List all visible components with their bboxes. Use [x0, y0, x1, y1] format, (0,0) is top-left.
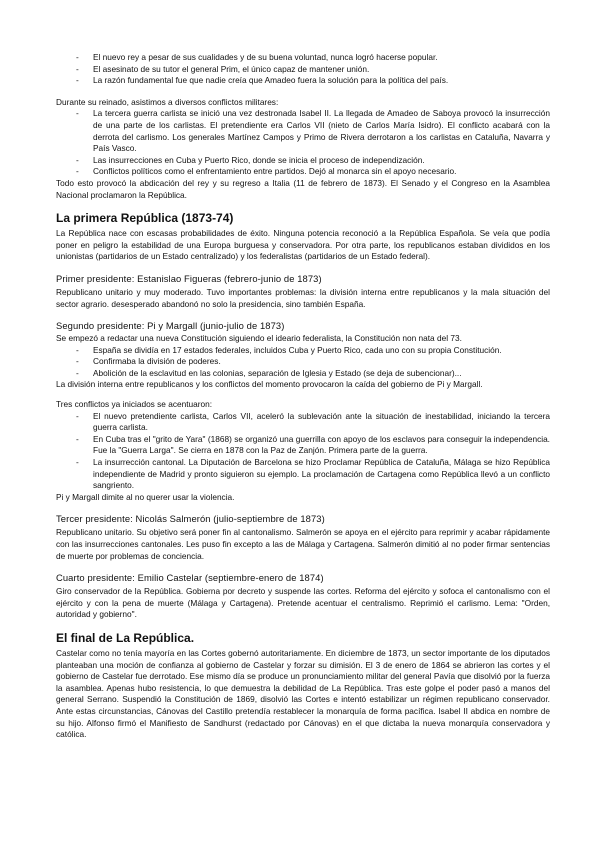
list-item: - Conflictos políticos como el enfrentamiento entre partidos. Dejó al monarca sin el apoyo necesario.: [56, 166, 550, 178]
republic-intro: La República nace con escasas probabilidades de éxito. Ninguna potencia reconoció a la República Española. Se veía que podía poner en peligro la estabilidad de una Europa burguesa y conservadora. Por otra parte, los republicanos estaban divididos en los unionistas (partidarios de un Estado centralizado) y los federalistas (partidarios de un Estado federal).: [56, 228, 550, 262]
castelar-heading: Cuarto presidente: Emilio Castelar (septiembre-enero de 1874): [56, 572, 324, 584]
list-item: - El nuevo rey a pesar de sus cualidades y de su buena voluntad, nunca logró hacerse popular.: [56, 52, 550, 64]
list-item: - Las insurrecciones en Cuba y Puerto Rico, donde se inicia el proceso de independización.: [56, 155, 550, 167]
list-item: - La razón fundamental fue que nadie creía que Amadeo fuera la solución para la política del país.: [56, 75, 550, 87]
pi-margall-fall: La división interna entre republicanos y los conflictos del momento provocaron la caída del gobierno de Pi y Margall.: [56, 379, 483, 390]
salmeron-heading: Tercer presidente: Nicolás Salmerón (julio-septiembre de 1873): [56, 513, 325, 525]
salmeron-text: Republicano unitario. Su objetivo será poner fin al cantonalismo. Salmerón se apoya en el ejército para reprimir y acabar rápidamente con las insurrecciones cantonales. Les puso fin excepto a las de Málaga y Cartagena. Salmerón dimitió al no poder firmar sentencias de muerte por problemas de conciencia.: [56, 527, 550, 561]
list-item: - En Cuba tras el "grito de Yara" (1868) se organizó una guerrilla con apoyo de los esclavos para conseguir la independencia. Fue la "Guerra Larga". Se cierra en 1878 con la Paz de Zanjón. Primera parte de la guerra.: [56, 434, 550, 457]
list-item: - El nuevo pretendiente carlista, Carlos VII, aceleró la sublevación ante la situación de inestabilidad, iniciando la tercera guerra carlista.: [56, 411, 550, 434]
abdication-paragraph: Todo esto provocó la abdicación del rey y su regreso a Italia (11 de febrero de 1873). El Senado y el Congreso en la Asamblea Nacional proclamaron la República.: [56, 177, 550, 200]
list-item: - Abolición de la esclavitud en las colonias, separación de Iglesia y Estado (se deja de subencionar)...: [56, 368, 550, 380]
republic-heading: La primera República (1873-74): [56, 211, 234, 226]
figueras-text: Republicano unitario y muy moderado. Tuvo importantes problemas: la división interna entre republicanos y la mala situación del sector agrario. desesperado abandonó no solo la presidencia, sino también España.: [56, 286, 550, 309]
constitution-list: [56, 345, 550, 380]
list-item: - España se dividía en 17 estados federales, incluidos Cuba y Puerto Rico, cada uno con su propia Constitución.: [56, 345, 550, 357]
pi-margall-text: Se empezó a redactar una nueva Constitución siguiendo el ideario federalista, la Constitución non nata del 73.: [56, 333, 462, 344]
pi-margall-resign: Pi y Margall dimite al no querer usar la violencia.: [56, 491, 235, 502]
final-heading: El final de La República.: [56, 630, 195, 645]
conflicts-list: [56, 108, 550, 178]
three-conflicts-intro: Tres conflictos ya iniciados se acentuaron:: [56, 399, 213, 410]
intro-bullet-list: [56, 52, 550, 87]
figueras-heading: Primer presidente: Estanislao Figueras (febrero-junio de 1873): [56, 272, 322, 284]
conflicts-intro: Durante su reinado, asistimos a diversos conflictos militares:: [56, 96, 279, 107]
castelar-text: Giro conservador de la República. Gobierna por decreto y suspende las cortes. Reforma del ejército y sofoca el cantonalismo con el ejército y con la pena de muerte (Málaga y Cartagena). Pretende acentuar el centralismo. Reprimió el carlismo. Lema: "Orden, autoridad y gobierno".: [56, 586, 550, 620]
pi-margall-heading: Segundo presidente: Pi y Margall (junio-julio de 1873): [56, 320, 285, 332]
list-item: - La insurrección cantonal. La Diputación de Barcelona se hizo Proclamar República de Cataluña, Málaga se hizo República independiente de Madrid y pronto siguieron su ejemplo. La proclamación de Cartagena como República llevó a un conflicto sangriento.: [56, 457, 550, 492]
final-text: Castelar como no tenía mayoría en las Cortes gobernó autoritariamente. En diciembre de 1873, un sector importante de los diputados planteaban una moción de confianza al gobierno de Castelar y forzar su dimisión. El 3 de enero de 1864 se abrieron las cortes y el gobierno de Castelar fue derrotado. Ese mismo día se produce un pronunciamiento militar del general Pavía que disolvió por la fuerza la asamblea. Apenas hubo resistencia, lo que demuestra la debilidad de La República. Tras este golpe el poder pasó a manos del general Serrano. Suspendió la Constitución de 1869, disolvió las Cortes e intentó estabilizar un régimen republicano conservador. Ante estas circunstancias, Cánovas del Castillo pretendía restablecer la monarquía de forma pacífica. Isabel II abdica en nombre de su hijo. Alfonso firmó el Manifiesto de Sandhurst (redactado por Cánovas) en el que dictaba la nueva monarquía conservadora y católica.: [56, 647, 550, 740]
three-conflicts-list: [56, 411, 550, 492]
list-item: - La tercera guerra carlista se inició una vez destronada Isabel II. La llegada de Amadeo de Saboya provocó la insurrección de una parte de los carlistas. El pretendiente era Carlos VII (nieto de Carlos María Isidro). El conflicto acabará con la derrota del carlismo. Los generales Martínez Campos y Primo de Rivera derrotaron a los carlistas en Cataluña, Navarra y País Vasco.: [56, 108, 550, 154]
list-item: - El asesinato de su tutor el general Prim, el único capaz de mantener unión.: [56, 64, 550, 76]
list-item: - Confirmaba la división de poderes.: [56, 356, 550, 368]
